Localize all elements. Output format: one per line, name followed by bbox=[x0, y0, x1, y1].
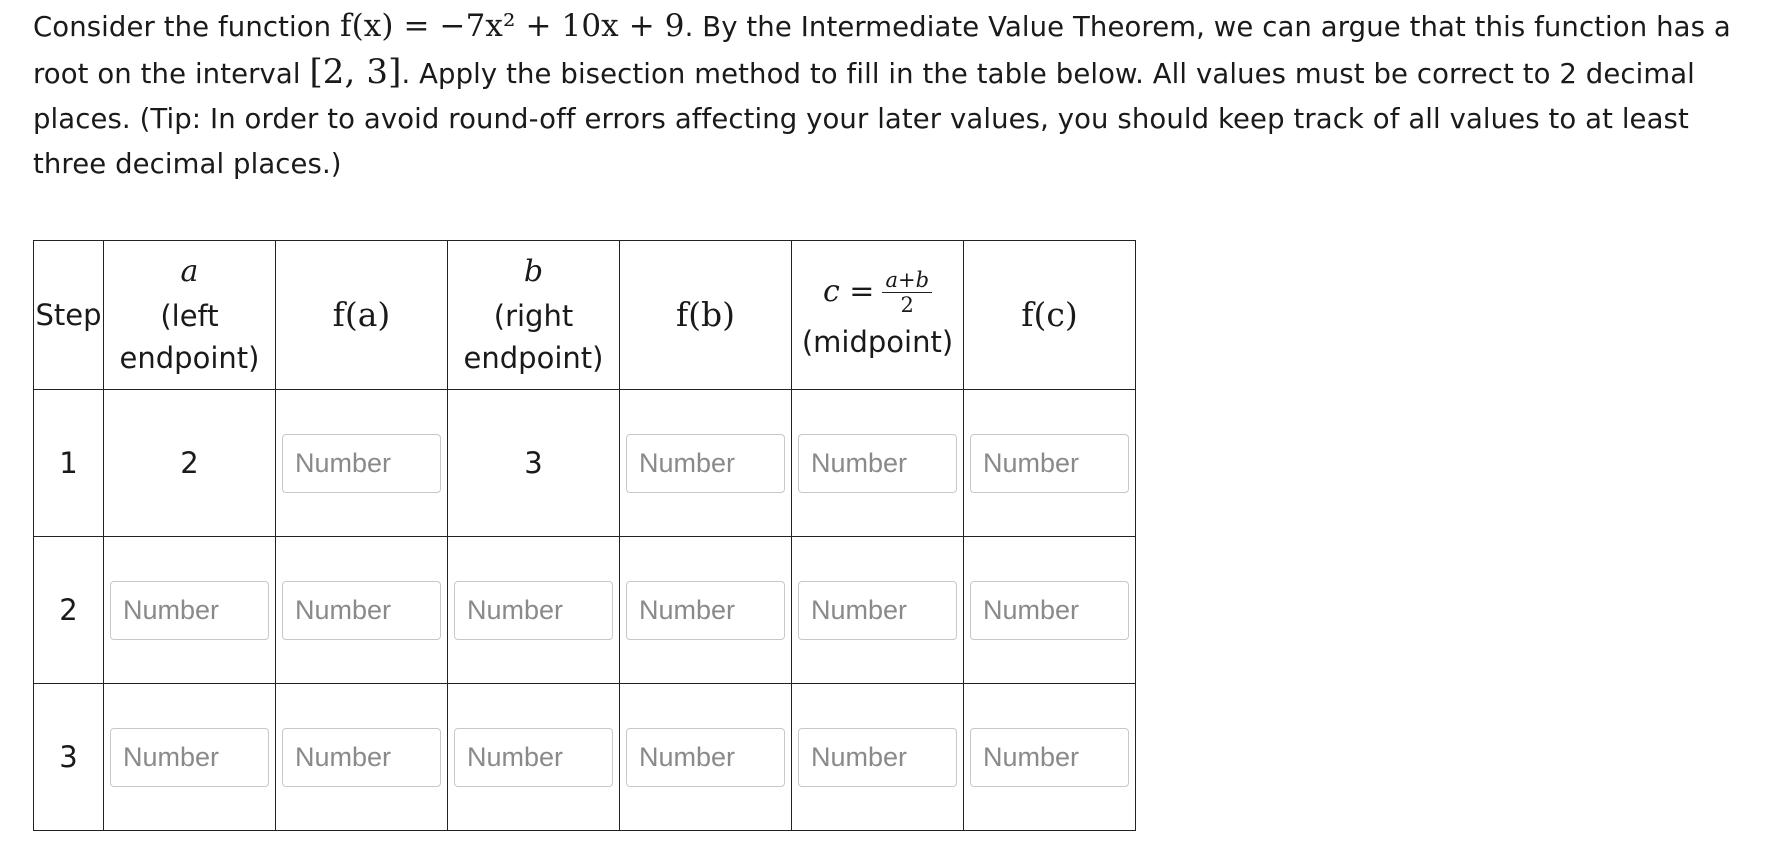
header-a-desc: (left endpoint) bbox=[119, 299, 260, 375]
fa-input[interactable] bbox=[282, 581, 441, 640]
c-input[interactable] bbox=[798, 434, 957, 493]
fa-input[interactable] bbox=[282, 728, 441, 787]
table-row bbox=[34, 684, 1136, 831]
fa-cell bbox=[276, 537, 448, 684]
fc-input[interactable] bbox=[970, 434, 1129, 493]
header-fa-label: f(a) bbox=[332, 294, 391, 334]
header-fb-label: f(b) bbox=[675, 294, 736, 334]
fb-cell bbox=[620, 537, 792, 684]
problem-instructions-text: . Apply the bisection method to fill in the table below. All values must be correct to 2 decimal places. (Tip: In order to avoid round-off errors affecting your later values, you should keep track of all values to at least three decimal places.) bbox=[33, 58, 1695, 180]
fc-cell bbox=[964, 390, 1136, 537]
header-a bbox=[104, 241, 276, 390]
fa-input[interactable] bbox=[282, 434, 441, 493]
midpoint-formula-lhs: c = bbox=[822, 274, 875, 309]
fc-cell bbox=[964, 684, 1136, 831]
fb-cell bbox=[620, 684, 792, 831]
a-cell bbox=[104, 684, 276, 831]
table-header-row bbox=[34, 241, 1136, 390]
a-input[interactable] bbox=[110, 581, 269, 640]
header-fa bbox=[276, 241, 448, 390]
fb-input[interactable] bbox=[626, 728, 785, 787]
b-cell bbox=[448, 537, 620, 684]
b-value: 3 bbox=[448, 390, 620, 537]
table-row bbox=[34, 390, 1136, 537]
header-b bbox=[448, 241, 620, 390]
b-cell bbox=[448, 684, 620, 831]
problem-statement bbox=[33, 4, 1733, 187]
problem-ivt-text: . By the Intermediate Value Theorem, we can argue that this function has a root on the interval bbox=[33, 11, 1731, 90]
a-cell bbox=[104, 537, 276, 684]
table-row bbox=[34, 537, 1136, 684]
step-cell: 2 bbox=[34, 537, 104, 684]
interval-expression: [2, 3] bbox=[309, 52, 402, 92]
header-fc-label: f(c) bbox=[1021, 294, 1078, 334]
step-cell: 1 bbox=[34, 390, 104, 537]
header-fb bbox=[620, 241, 792, 390]
fc-input[interactable] bbox=[970, 581, 1129, 640]
problem-intro-text: Consider the function bbox=[33, 11, 332, 43]
step-cell: 3 bbox=[34, 684, 104, 831]
a-value: 2 bbox=[104, 390, 276, 537]
header-b-desc: (right endpoint) bbox=[463, 299, 604, 375]
fc-cell bbox=[964, 537, 1136, 684]
midpoint-fraction-numerator: a+b bbox=[882, 268, 932, 293]
fb-cell bbox=[620, 390, 792, 537]
header-step: Step bbox=[34, 241, 104, 390]
header-c-desc: (midpoint) bbox=[801, 324, 954, 359]
a-input[interactable] bbox=[110, 728, 269, 787]
fa-cell bbox=[276, 390, 448, 537]
function-expression: f(x) = −7x² + 10x + 9 bbox=[340, 8, 685, 44]
midpoint-fraction-denominator: 2 bbox=[900, 292, 914, 317]
b-input[interactable] bbox=[454, 581, 613, 640]
header-a-symbol: a bbox=[180, 254, 199, 289]
c-input[interactable] bbox=[798, 728, 957, 787]
midpoint-fraction bbox=[882, 268, 932, 317]
header-fc bbox=[964, 241, 1136, 390]
b-input[interactable] bbox=[454, 728, 613, 787]
c-input[interactable] bbox=[798, 581, 957, 640]
c-cell bbox=[792, 537, 964, 684]
c-cell bbox=[792, 684, 964, 831]
fb-input[interactable] bbox=[626, 434, 785, 493]
header-b-symbol: b bbox=[523, 254, 544, 289]
bisection-table bbox=[33, 240, 1136, 831]
fb-input[interactable] bbox=[626, 581, 785, 640]
header-c bbox=[792, 241, 964, 390]
fc-input[interactable] bbox=[970, 728, 1129, 787]
midpoint-formula bbox=[823, 268, 932, 317]
fa-cell bbox=[276, 684, 448, 831]
c-cell bbox=[792, 390, 964, 537]
